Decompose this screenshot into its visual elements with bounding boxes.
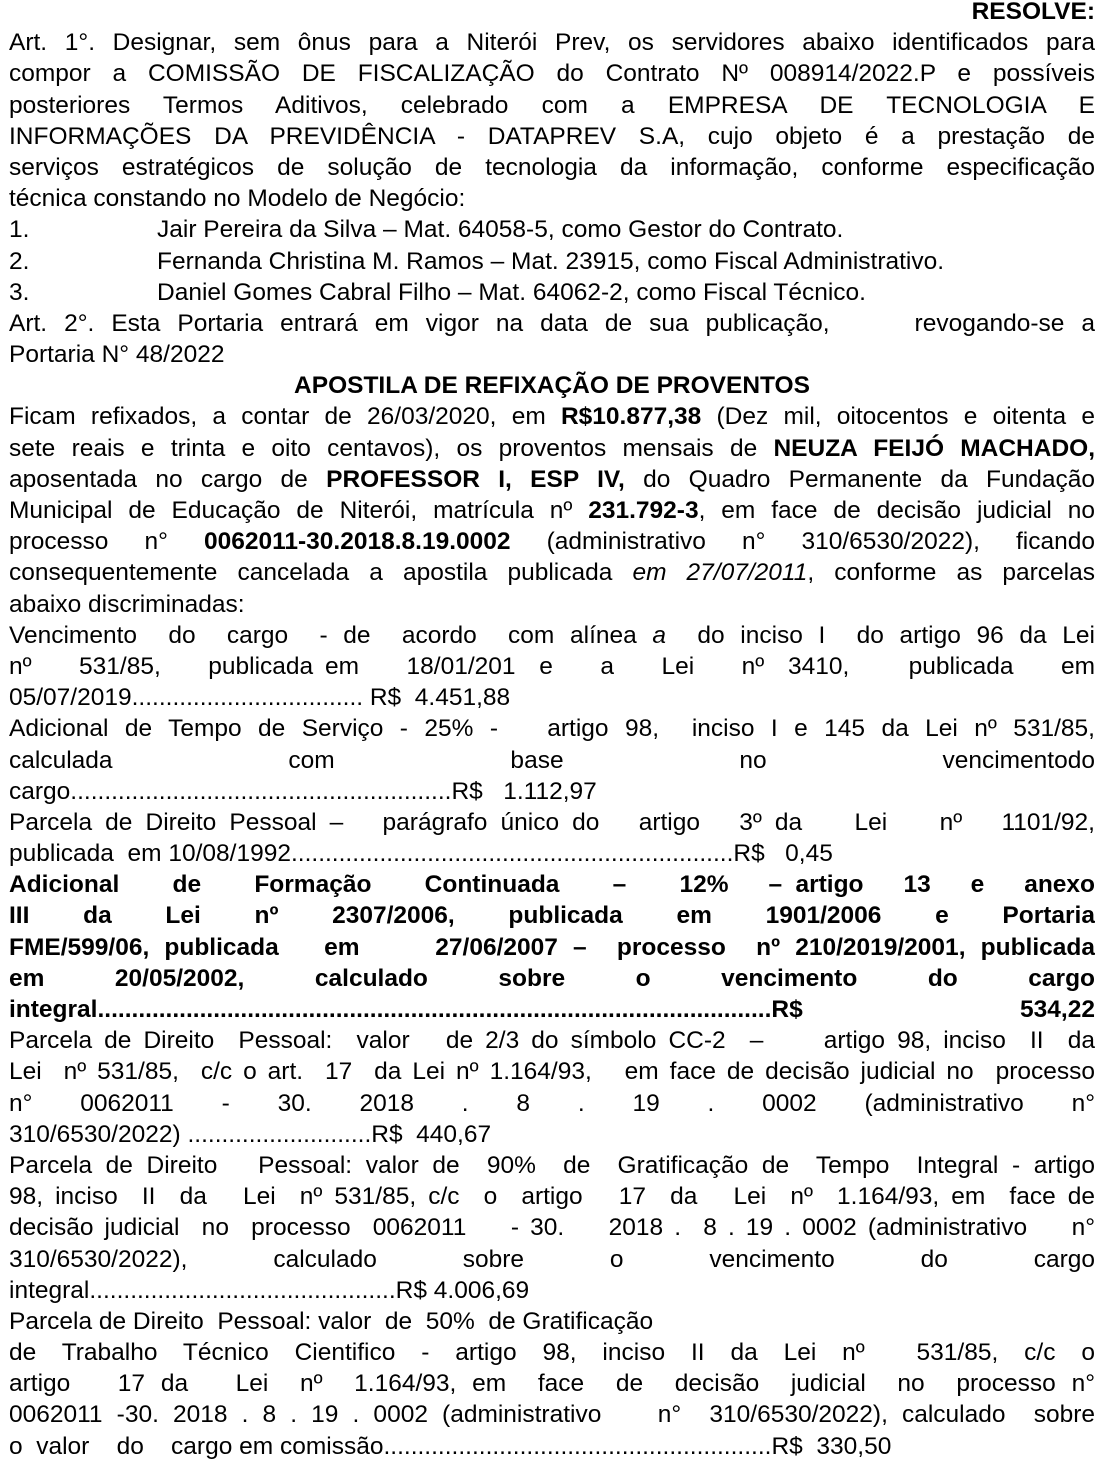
article-1-line: Art. 1°. Designar, sem ônus para a Niterói Prev, os servidores abaixo identificados para xyxy=(9,29,1095,57)
parcela-direito-pessoal-cc2 xyxy=(9,1025,1095,1150)
text-span: aposentada no cargo de xyxy=(9,465,327,493)
paragraph-line: Adicional de Formação Continuada – 12% – artigo 13 e anexo xyxy=(9,871,1095,899)
text-span: , em face de decisão judicial no xyxy=(698,497,1095,524)
text-span: (Dez mil, oitocentos e oitenta e xyxy=(701,403,1095,431)
article-1-line: posteriores Termos Aditivos, celebrado com a EMPRESA DE TECNOLOGIA E xyxy=(9,91,1095,119)
paragraph-line: artigo 17 da Lei nº 1.164/93, em face de decisão judicial no processo n° xyxy=(9,1370,1095,1398)
paragraph-line: decisão judicial no processo 0062011 - 30. 2018 . 8 . 19 . 0002 (administrativo n° xyxy=(9,1214,1095,1242)
paragraph-line xyxy=(9,464,1095,495)
paragraph-line xyxy=(9,557,1095,588)
article-1-line: compor a COMISSÃO DE FISCALIZAÇÃO do Contrato Nº 008914/2022.P e possíveis xyxy=(9,60,1095,88)
adicional-tempo-parcela xyxy=(9,713,1095,807)
refixacao-paragraph xyxy=(9,401,1095,619)
cargo-name: PROFESSOR I, ESP IV, xyxy=(326,465,625,493)
list-item-text: Daniel Gomes Cabral Filho – Mat. 64062-2, como Fiscal Técnico. xyxy=(157,278,866,306)
processo-number: 0062011-30.2018.8.19.0002 xyxy=(203,528,511,556)
text-span: , conforme as parcelas xyxy=(807,559,1095,587)
list-item-number: 2. xyxy=(9,247,30,275)
list-item xyxy=(9,214,1095,245)
paragraph-line: Parcela de Direito Pessoal: valor de 2/3 do símbolo CC-2 – artigo 98, inciso II da xyxy=(9,1027,1095,1055)
text-span: consequentemente cancelada a apostila publicada xyxy=(9,559,633,587)
article-1-line: INFORMAÇÕES DA PREVIDÊNCIA - DATAPREV S.A, cujo objeto é a prestação de xyxy=(9,122,1095,150)
matricula-value: 231.792-3 xyxy=(588,497,699,524)
paragraph-line: em 20/05/2002, calculado sobre o vencimento do cargo xyxy=(9,964,1095,992)
list-item-text: Jair Pereira da Silva – Mat. 64058-5, como Gestor do Contrato. xyxy=(157,216,844,244)
list-item xyxy=(9,246,1095,277)
paragraph-line: III da Lei nº 2307/2006, publicada em 1901/2006 e Portaria xyxy=(9,902,1095,930)
list-item-text: Fernanda Christina M. Ramos – Mat. 23915, como Fiscal Administrativo. xyxy=(157,247,945,275)
provento-value: R$10.877,38 xyxy=(560,403,702,431)
text-span: Vencimento do cargo - de acordo com alínea xyxy=(9,621,653,649)
article-1-last-line: técnica constando no Modelo de Negócio: xyxy=(9,185,466,213)
paragraph-line: cargo........................................................R$ 1.112,97 xyxy=(9,777,597,805)
article-1-line: serviços estratégicos de solução de tecnologia da informação, conforme especificação xyxy=(9,153,1095,181)
paragraph-line xyxy=(9,495,1095,526)
paragraph-line: n° 0062011 - 30. 2018 . 8 . 19 . 0002 (administrativo n° xyxy=(9,1089,1095,1117)
text-span: Ficam refixados, a contar de 26/03/2020, em xyxy=(9,403,561,431)
adicional-formacao-parcela xyxy=(9,869,1095,1025)
paragraph-line: 98, inciso II da Lei nº 531/85, c/c o artigo 17 da Lei nº 1.164/93, em face de xyxy=(9,1183,1095,1211)
text-span: do Quadro Permanente da Fundação xyxy=(624,465,1095,493)
paragraph-line xyxy=(9,526,1095,557)
servidores-list xyxy=(9,214,1095,308)
article-2-line: Portaria N° 48/2022 xyxy=(9,341,225,369)
paragraph-line xyxy=(9,433,1095,464)
paragraph-line: Parcela de Direito Pessoal: valor de 90% de Gratificação de Tempo Integral - artigo xyxy=(9,1151,1095,1179)
paragraph-line xyxy=(9,620,1095,651)
article-1 xyxy=(9,27,1095,214)
paragraph-line: 310/6530/2022), calculado sobre o vencimento do cargo xyxy=(9,1245,1095,1273)
apostila-title: APOSTILA DE REFIXAÇÃO DE PROVENTOS xyxy=(294,372,810,400)
text-span: do inciso I do artigo 96 da Lei xyxy=(666,621,1095,649)
paragraph-line: o valor do cargo em comissão.........................................................R$ 330,50 xyxy=(9,1432,892,1460)
list-item-number: 3. xyxy=(9,278,30,306)
italic-date: em 27/07/2011 xyxy=(632,559,808,587)
resolve-heading: RESOLVE: xyxy=(971,0,1095,25)
paragraph-line xyxy=(9,401,1095,432)
article-2 xyxy=(9,308,1095,370)
beneficiary-name: NEUZA FEIJÓ MACHADO, xyxy=(773,434,1095,462)
paragraph-line: Adicional de Tempo de Serviço - 25% - artigo 98, inciso I e 145 da Lei nº 531/85, xyxy=(9,715,1095,743)
paragraph-line: integral.............................................R$ 4.006,69 xyxy=(9,1276,530,1304)
paragraph-line: calculada com base no vencimentodo xyxy=(9,746,1095,774)
paragraph-line: Parcela de Direito Pessoal – parágrafo único do artigo 3º da Lei nº 1101/92, xyxy=(9,808,1095,836)
paragraph-line: nº 531/85, publicada em 18/01/201 e a Lei nº 3410, publicada em xyxy=(9,652,1095,680)
italic-letter: a xyxy=(652,621,667,649)
text-span: sete reais e trinta e oito centavos), os proventos mensais de xyxy=(9,434,774,462)
paragraph-line: abaixo discriminadas: xyxy=(9,590,245,618)
parcela-direito-pessoal-gttc xyxy=(9,1306,1095,1462)
paragraph-line: publicada em 10/08/1992.................................................................R$ 0,45 xyxy=(9,840,833,868)
vencimento-parcela xyxy=(9,620,1095,714)
list-item-number: 1. xyxy=(9,216,30,244)
paragraph-line: Lei nº 531/85, c/c o art. 17 da Lei nº 1.164/93, em face de decisão judicial no processo xyxy=(9,1058,1095,1086)
paragraph-line: 310/6530/2022) ...........................R$ 440,67 xyxy=(9,1120,492,1148)
paragraph-line: FME/599/06, publicada em 27/06/2007 – processo nº 210/2019/2001, publicada xyxy=(9,933,1095,961)
paragraph-line: Parcela de Direito Pessoal: valor de 50% de Gratificação xyxy=(9,1307,654,1335)
article-2-line: Art. 2°. Esta Portaria entrará em vigor na data de sua publicação, revogando-se a xyxy=(9,309,1095,337)
text-span: processo n° xyxy=(9,528,204,556)
parcela-direito-pessoal-gti xyxy=(9,1150,1095,1306)
text-span: (administrativo n° 310/6530/2022), ficando xyxy=(510,528,1095,556)
paragraph-line: de Trabalho Técnico Cientifico - artigo 98, inciso II da Lei nº 531/85, c/c o xyxy=(9,1339,1095,1367)
parcela-direito-pessoal-1101 xyxy=(9,807,1095,869)
text-span: Municipal de Educação de Niterói, matrícula nº xyxy=(9,497,589,524)
paragraph-line: 05/07/2019.................................. R$ 4.451,88 xyxy=(9,684,511,712)
paragraph-line: integral...................................................................................................R$ 534,22 xyxy=(9,996,1095,1023)
list-item xyxy=(9,277,1095,308)
paragraph-line: 0062011 -30. 2018 . 8 . 19 . 0002 (administrativo n° 310/6530/2022), calculado sobre xyxy=(9,1401,1095,1429)
